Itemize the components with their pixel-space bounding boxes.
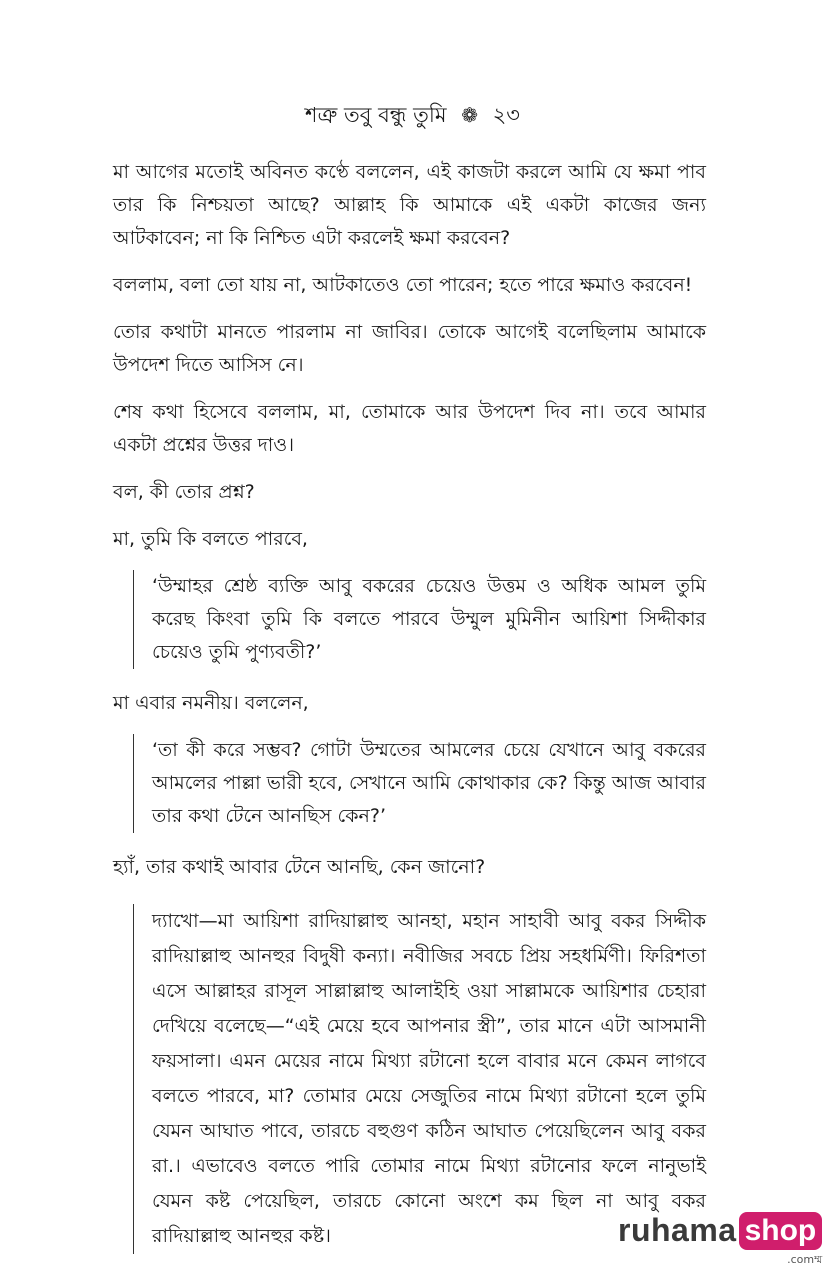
block-quote-3: দ্যাখো—মা আয়িশা রাদিয়াল্লাহু আনহা, মহান সাহাবী আবু বকর সিদ্দীক রাদিয়াল্লাহু আনহুর বিদুষী কন্যা। নবীজির সবচে প্রিয় সহধর্মিণী। ফিরিশতা এসে আল্লাহর রাসূল সাল্লাল্লাহু আলাইহি ওয়া সাল্লামকে আয়িশার চেহারা দেখিয়ে বলেছে—“এই মেয়ে হবে আপনার স্ত্রী”, তার মানে এটা আসমানী ফয়সালা। এমন মেয়ের নামে মিথ্যা রটানো হলে বাবার মনে কেমন লাগবে বলতে পারবে, মা? তোমার মেয়ে সেজুতির নামে মিথ্যা রটানো হলে তুমি যেমন আঘাত পাবে, তারচে বহুগুণ কঠিন আঘাত পেয়েছিলেন আবু বকর রা.। এভাবেও বলতে পারি তোমার নামে মিথ্যা রটানোর ফলে নানুভাই যেমন কষ্ট পেয়েছিল, তারচে কোনো অংশে কম ছিল না আবু বকর রাদিয়াল্লাহু আনহুর কষ্ট। <box>133 904 706 1254</box>
paragraph-2: বললাম, বলা তো যায় না, আটকাতেও তো পারেন; হতে পারে ক্ষমাও করবেন! <box>113 274 693 296</box>
paragraph-6: মা, তুমি কি বলতে পারবে, <box>113 528 308 550</box>
running-header <box>0 100 825 130</box>
page-body <box>113 156 706 1272</box>
logo-text-ruhama: ruhama <box>618 1212 737 1248</box>
flower-ornament-icon: ❁ <box>461 103 478 127</box>
block-quote-2: ‘তা কী করে সম্ভব? গোটা উম্মতের আমলের চেয়ে যেখানে আবু বকরের আমলের পাল্লা ভারী হবে, সেখানে আমি কোথাকার কে? কিন্তু আজ আবার তার কথা টেনে আনছিস কেন?’ <box>133 734 706 833</box>
publisher-logo <box>618 1210 822 1270</box>
paragraph-8: হ্যাঁ, তার কথাই আবার টেনে আনছি, কেন জানো? <box>113 856 486 878</box>
book-title: শত্রু তবু বন্ধু তুমি <box>305 103 447 127</box>
logo-text-shop: shop <box>739 1212 823 1250</box>
logo-domain-suffix: .comম্ম <box>787 1253 823 1266</box>
page-number: ২৩ <box>492 103 520 127</box>
paragraph-1: মা আগের মতোই অবিনত কণ্ঠে বললেন, এই কাজটা করলে আমি যে ক্ষমা পাব তার কি নিশ্চয়তা আছে? আল্লাহ কি আমাকে এই একটা কাজের জন্য আটকাবেন; না কি নিশ্চিত এটা করলেই ক্ষমা করবেন? <box>113 161 706 249</box>
paragraph-3: তোর কথাটা মানতে পারলাম না জাবির। তোকে আগেই বলেছিলাম আমাকে উপদেশ দিতে আসিস নে। <box>113 321 706 376</box>
block-quote-1: ‘উম্মাহর শ্রেষ্ঠ ব্যক্তি আবু বকরের চেয়েও উত্তম ও অধিক আমল তুমি করেছ কিংবা তুমি কি বলতে পারবে উম্মুল মুমিনীন আয়িশা সিদ্দীকার চেয়েও তুমি পুণ্যবতী?’ <box>133 570 706 669</box>
paragraph-5: বল, কী তোর প্রশ্ন? <box>113 481 255 503</box>
paragraph-7: মা এবার নমনীয়। বললেন, <box>113 692 309 714</box>
paragraph-4: শেষ কথা হিসেবে বললাম, মা, তোমাকে আর উপদেশ দিব না। তবে আমার একটা প্রশ্নের উত্তর দাও। <box>113 401 706 456</box>
